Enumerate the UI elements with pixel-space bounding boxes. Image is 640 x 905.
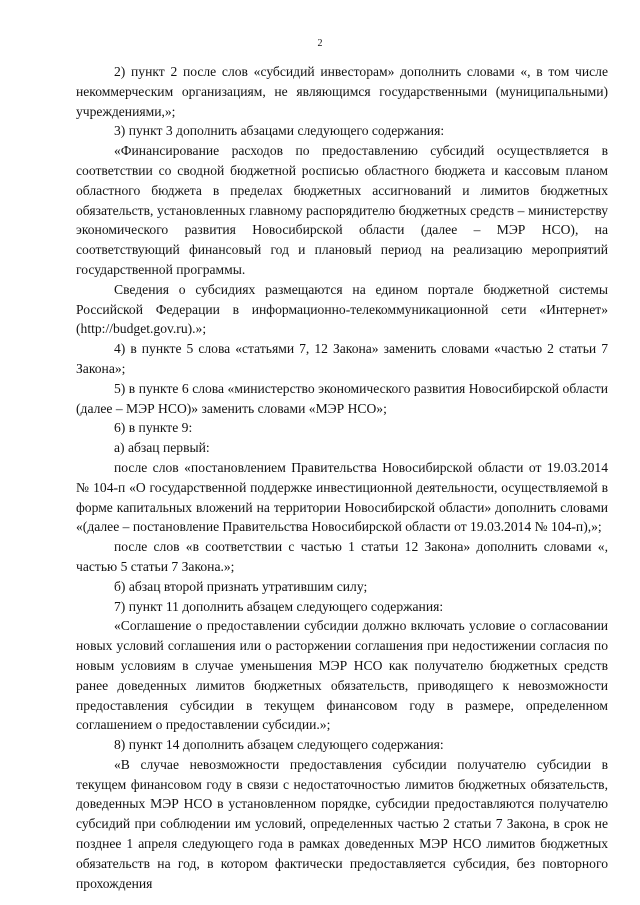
paragraph-item-5: 5) в пункте 6 слова «министерство экономического развития Новосибирской области (далее – МЭР НСО)» заменить словами «МЭР НСО»; (76, 380, 608, 416)
paragraph-item-6b: б) абзац второй признать утратившим силу; (114, 578, 368, 594)
paragraph-item-8: 8) пункт 14 дополнить абзацем следующего содержания: (114, 737, 444, 753)
paragraph-item-3: 3) пункт 3 дополнить абзацами следующего содержания: (114, 123, 445, 139)
paragraph-item-6: 6) в пункте 9: (114, 420, 193, 436)
paragraph-agreement: «Соглашение о предоставлении субсидии должно включать условие о согласовании новых условий соглашения или о расторжении соглашения при недостижении согласия по новым условиям в случае уменьшения МЭР НСО как получателю бюджетных средств ранее доведенных лимитов бюджетных обязательств, приводящего к невозможности предоставления субсидии в текущем финансовом году в размере, определенном соглашением о предоставлении субсидии.»; (76, 618, 608, 733)
paragraph-item-2: 2) пункт 2 после слов «субсидий инвесторам» дополнить словами «, в том числе некоммерческим организациям, не являющимся государственными (муниципальными) учреждениями,»; (76, 64, 608, 119)
paragraph-subsidy-info: Сведения о субсидиях размещаются на едином портале бюджетной системы Российской Федерации в информационно-телекоммуникационной сети «Интернет» (http://budget.gov.ru).»; (76, 281, 608, 337)
paragraph-item-7: 7) пункт 11 дополнить абзацем следующего содержания: (114, 598, 444, 614)
page-number: 2 (317, 38, 323, 49)
paragraph-item-6a: а) абзац первый: (114, 440, 210, 456)
paragraph-item-4: 4) в пункте 5 слова «статьями 7, 12 Закона» заменить словами «частью 2 статьи 7 Закона»; (76, 341, 608, 376)
document-body (76, 62, 608, 893)
paragraph-after-resolution: после слов «постановлением Правительства Новосибирской области от 19.03.2014 № 104-п «О государственной поддержке инвестиционной деятельности, осуществляемой в форме капитальных вложений на территории Новосибирской области» дополнить словами «(далее – постановление Правительства Новосибирской области от 19.03.2014 № 104-п),»; (76, 459, 608, 535)
paragraph-financing: «Финансирование расходов по предоставлению субсидий осуществляется в соответствии со сводной бюджетной росписью областного бюджета и кассовым планом областного бюджета в пределах бюджетных ассигнований и лимитов бюджетных обязательств, установленных главному распорядителю бюджетных средств – министерству экономического развития Новосибирской области (далее – МЭР НСО), на соответствующий финансовый год и плановый период на реализацию мероприятий государственной программы. (76, 143, 608, 277)
paragraph-impossibility: «В случае невозможности предоставления субсидии получателю субсидии в текущем финансовом году в связи с недостаточностью лимитов бюджетных обязательств, доведенных МЭР НСО в установленном порядке, субсидии предоставляются получателю субсидий при соблюдении им условий, определенных частью 2 статьи 7 Закона, в срок не позднее 1 апреля следующего года в рамках доведенных МЭР НСО лимитов бюджетных обязательств на год, в котором фактически предоставляется субсидия, без повторного прохождения (76, 756, 608, 891)
paragraph-after-law-article: после слов «в соответствии с частью 1 статьи 12 Закона» дополнить словами «, частью 5 статьи 7 Закона.»; (76, 539, 608, 574)
